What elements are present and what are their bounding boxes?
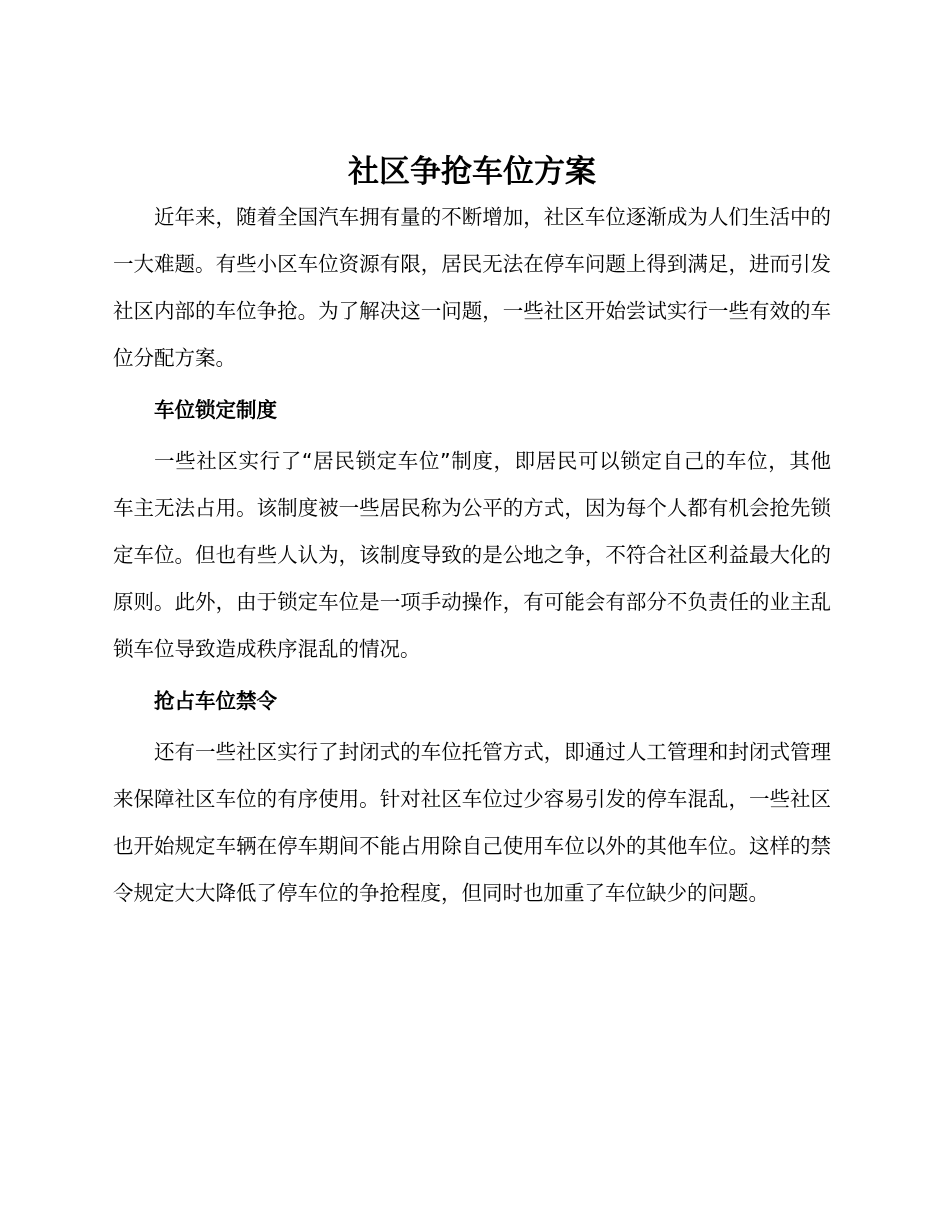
document-title: 社区争抢车位方案 xyxy=(348,154,596,190)
occupation-ban-paragraph: 还有一些社区实行了封闭式的车位托管方式，即通过人工管理和封闭式管理来保障社区车位的有序使用。针对社区车位过少容易引发的停车混乱，一些社区也开始规定车辆在停车期间不能占用除自己使用车位以外的其他车位。这样的禁令规定大大降低了停车位的争抢程度，但同时也加重了车位缺少的问题。 xyxy=(113,740,831,905)
section-heading-occupation-ban: 抢占车位禁令 xyxy=(154,689,277,713)
parking-lock-paragraph: 一些社区实行了“居民锁定车位”制度，即居民可以锁定自己的车位，其他车主无法占用。该制度被一些居民称为公平的方式，因为每个人都有机会抢先锁定车位。但也有些人认为，该制度导致的是公地之争，不符合社区利益最大化的原则。此外，由于锁定车位是一项手动操作，有可能会有部分不负责任的业主乱锁车位导致造成秩序混乱的情况。 xyxy=(113,449,831,661)
intro-paragraph: 近年来，随着全国汽车拥有量的不断增加，社区车位逐渐成为人们生活中的一大难题。有些小区车位资源有限，居民无法在停车问题上得到满足，进而引发社区内部的车位争抢。为了解决这一问题，一些社区开始尝试实行一些有效的车位分配方案。 xyxy=(113,205,831,370)
document-page xyxy=(113,150,831,917)
section-heading-parking-lock: 车位锁定制度 xyxy=(154,398,277,422)
